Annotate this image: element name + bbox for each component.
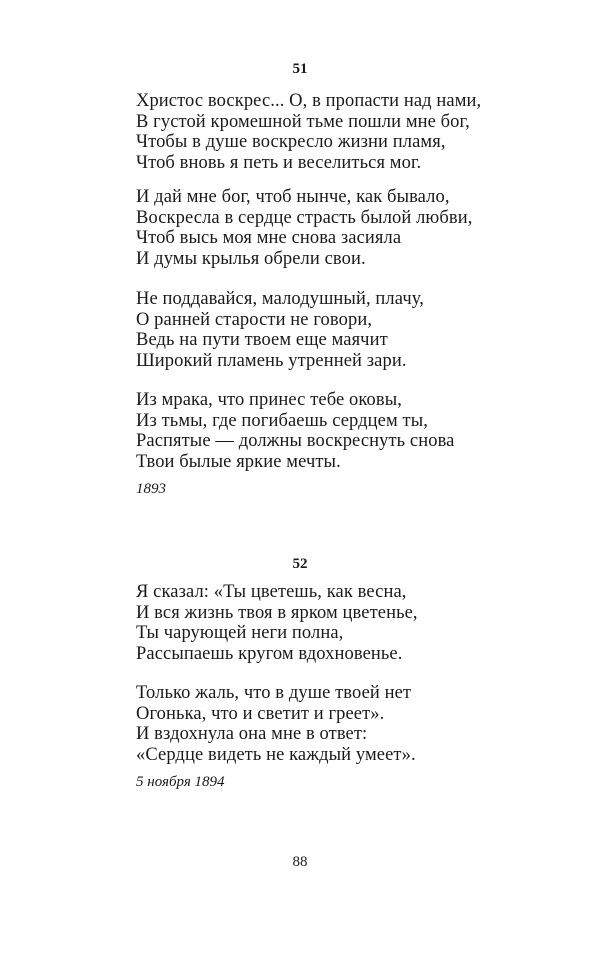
poem-line: Рассыпаешь кругом вдохновенье.: [136, 643, 403, 664]
poem-line: Из тьмы, где погибаешь сердцем ты,: [136, 410, 428, 431]
poem-line: В густой кромешной тьме пошли мне бог,: [136, 111, 470, 132]
poem-date: 5 ноября 1894: [136, 774, 225, 790]
poem-line: Чтобы в душе воскресло жизни пламя,: [136, 132, 446, 152]
page-number: 88: [292, 854, 308, 870]
poem-line: И вся жизнь твоя в ярком цветенье,: [136, 602, 418, 623]
poem-line: И дай мне бог, чтоб нынче, как бывало,: [136, 187, 450, 207]
poem-line: И думы крылья обрели свои.: [136, 248, 366, 269]
poem-line: Широкий пламень утренней зари.: [136, 350, 407, 371]
poem-line: Я сказал: «Ты цветешь, как весна,: [136, 582, 407, 602]
poem-line: Огонька, что и светит и греет».: [136, 703, 385, 724]
poem-line: Ведь на пути твоем еще маячит: [136, 330, 388, 350]
stanza: [136, 582, 418, 664]
poem-line: Из мрака, что принес тебе оковы,: [136, 390, 402, 410]
poem-line: Распятые — должны воскреснуть снова: [136, 431, 455, 451]
poem-line: О ранней старости не говори,: [136, 309, 373, 330]
poem-line: Твои былые яркие мечты.: [136, 451, 341, 472]
stanza: [136, 683, 416, 765]
stanza: [136, 390, 455, 472]
poem-line: «Сердце видеть не каждый умеет».: [136, 744, 416, 765]
poem-line: Воскресла в сердце страсть былой любви,: [136, 207, 473, 228]
poem-line: Только жаль, что в душе твоей нет: [136, 683, 412, 703]
poem-date: 1893: [136, 481, 166, 497]
poem-line: Чтоб вновь я петь и веселиться мог.: [136, 152, 422, 173]
stanza: [136, 91, 481, 173]
poem-number: 52: [292, 556, 308, 572]
poem-number: 51: [292, 61, 308, 77]
poem-line: Ты чарующей неги полна,: [136, 623, 344, 643]
poem-line: Христос воскрес... О, в пропасти над нами,: [136, 91, 482, 111]
poem-line: И вздохнула она мне в ответ:: [136, 724, 368, 744]
stanza: [136, 289, 424, 371]
poem-line: Не поддавайся, малодушный, плачу,: [136, 289, 424, 309]
poem-line: Чтоб высь моя мне снова засияла: [136, 228, 402, 248]
stanza: [136, 187, 472, 269]
